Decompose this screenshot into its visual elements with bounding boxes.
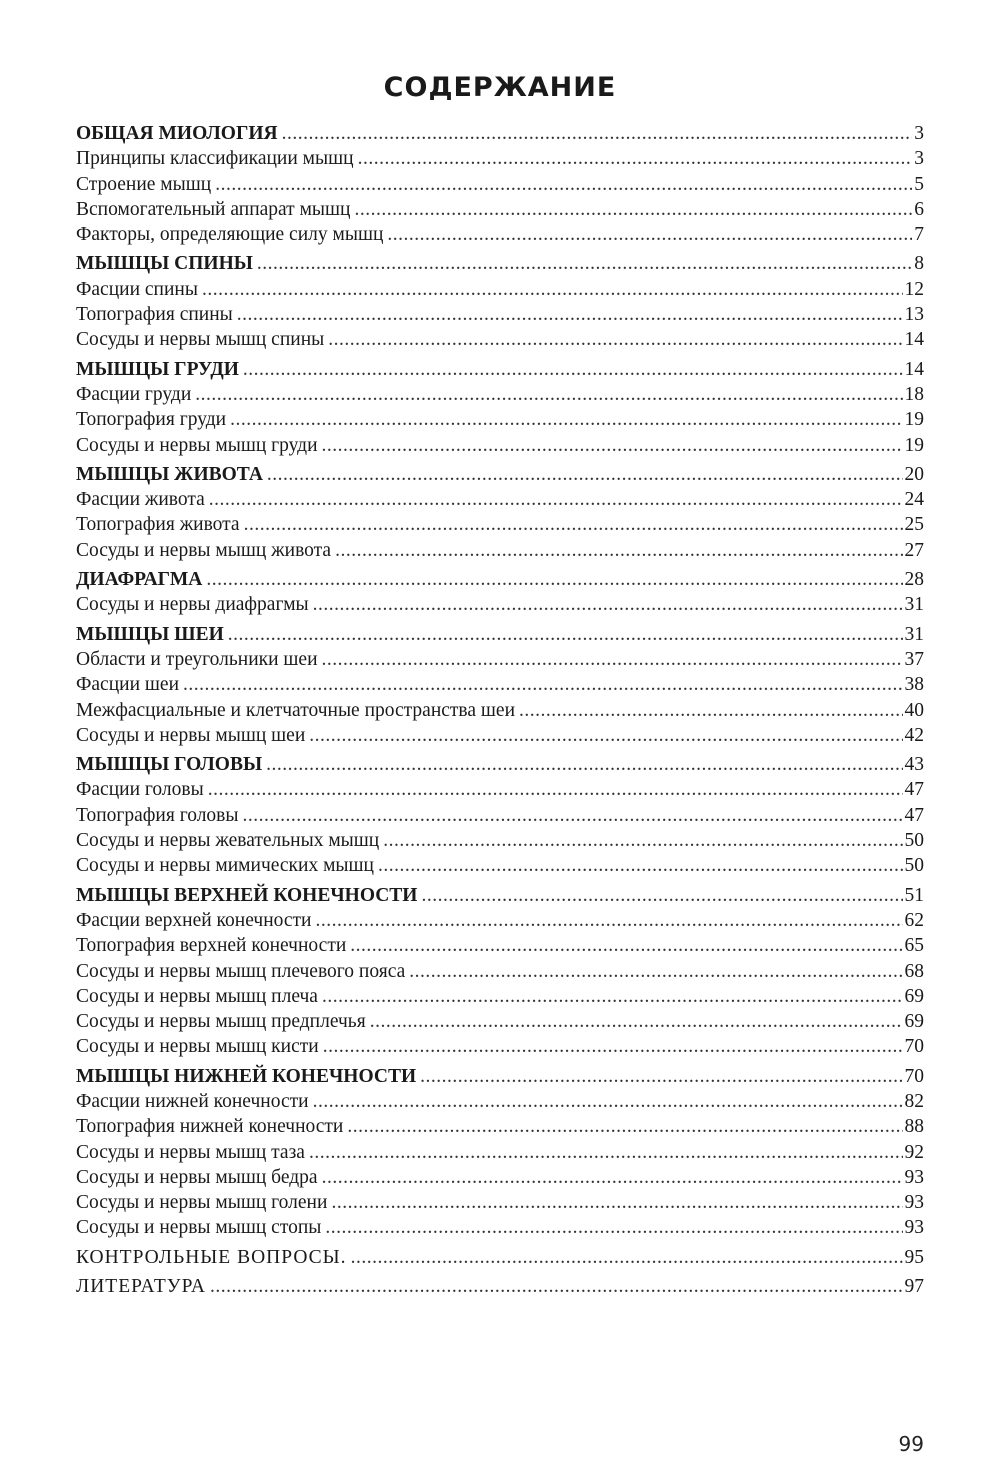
toc-entry [76, 672, 924, 697]
toc-entry [76, 538, 924, 563]
toc-entry-page: 31 [904, 594, 924, 616]
toc-entry-title: Факторы, определяющие силу мышц [76, 224, 384, 246]
toc-entry-page: 65 [904, 935, 924, 957]
toc-entry [76, 1165, 924, 1190]
toc-entry-page: 14 [904, 329, 924, 351]
toc-entry-title: ОБЩАЯ МИОЛОГИЯ [76, 123, 278, 144]
toc-entry [76, 146, 924, 171]
toc-entry-title: Топография головы [76, 804, 239, 826]
dot-leader [315, 908, 902, 933]
dot-leader [267, 462, 903, 487]
dot-leader [309, 723, 902, 748]
toc-entry-page: 47 [904, 779, 924, 801]
toc-entry-page: 37 [904, 648, 924, 670]
toc-entry-page: 18 [904, 383, 924, 405]
toc-entry-title: Фасции спины [76, 278, 198, 300]
toc-entry [76, 382, 924, 407]
toc-entry-page: 51 [904, 884, 924, 906]
dot-leader [282, 121, 913, 146]
toc-entry-page: 5 [914, 173, 924, 195]
toc-entry [76, 1089, 924, 1114]
toc-entry-title: Сосуды и нервы мышц плечевого пояса [76, 960, 406, 982]
toc-entry [76, 407, 924, 432]
toc-entry-page: 13 [904, 304, 924, 326]
toc-entry [76, 222, 924, 247]
toc-entry [76, 487, 924, 512]
toc-entry-title: МЫШЦЫ ВЕРХНЕЙ КОНЕЧНОСТИ [76, 884, 418, 906]
toc-entry-page: 3 [914, 123, 924, 144]
toc-entry-page: 19 [904, 434, 924, 456]
toc-entry-page: 70 [904, 1065, 924, 1087]
dot-leader [322, 433, 903, 458]
toc-entry-page: 38 [904, 674, 924, 696]
toc-entry-page: 43 [904, 754, 924, 776]
toc-entry [76, 1190, 924, 1215]
toc-entry-page: 8 [914, 253, 924, 275]
dot-leader [409, 959, 902, 984]
toc-entry-page: 20 [904, 463, 924, 485]
toc-entry [76, 1114, 924, 1139]
dot-leader [243, 803, 903, 828]
toc-entry-page: 68 [904, 960, 924, 982]
dot-leader [350, 933, 902, 958]
toc-entry-title: Сосуды и нервы мимических мышц [76, 855, 374, 877]
dot-leader [244, 512, 903, 537]
toc-entry-page: 82 [904, 1090, 924, 1112]
toc-entry [76, 592, 924, 617]
toc-entry-page: 40 [904, 699, 924, 721]
dot-leader [519, 698, 902, 723]
toc-entry-page: 7 [914, 224, 924, 246]
toc-entry-page: 27 [904, 539, 924, 561]
dot-leader [206, 567, 902, 592]
dot-leader [322, 1165, 903, 1190]
toc-entry-page: 12 [904, 278, 924, 300]
toc-entry [76, 197, 924, 222]
toc-entry-page: 88 [904, 1116, 924, 1138]
toc-entry-page: 14 [904, 358, 924, 380]
toc-entry-page: 93 [904, 1217, 924, 1239]
toc-section-heading [76, 121, 924, 146]
dot-leader [210, 1274, 903, 1299]
dot-leader [230, 407, 902, 432]
toc-section-heading [76, 622, 924, 647]
toc-entry-title: Топография спины [76, 304, 233, 326]
page-number: 99 [898, 1432, 924, 1456]
toc-entry [76, 1215, 924, 1240]
toc-entry-title: МЫШЦЫ ШЕИ [76, 623, 224, 645]
toc-entry-title: Фасции живота [76, 489, 205, 511]
dot-leader [347, 1114, 902, 1139]
toc-entry [76, 933, 924, 958]
dot-leader [208, 777, 903, 802]
toc-section-heading [76, 462, 924, 487]
dot-leader [322, 647, 903, 672]
toc-entry-title: Сосуды и нервы мышц предплечья [76, 1011, 366, 1033]
table-of-contents [76, 117, 924, 1299]
toc-entry-title: Фасции груди [76, 383, 192, 405]
toc-entry-title: Фасции верхней конечности [76, 909, 312, 931]
dot-leader [351, 1245, 903, 1270]
toc-entry-title: Топография груди [76, 409, 227, 431]
toc-section-heading [76, 357, 924, 382]
dot-leader [266, 752, 902, 777]
toc-entry [76, 777, 924, 802]
toc-entry-page: 69 [904, 985, 924, 1007]
toc-entry-page: 92 [904, 1141, 924, 1163]
dot-leader [215, 172, 912, 197]
dot-leader [202, 277, 903, 302]
toc-entry-page: 62 [904, 909, 924, 931]
toc-section-heading [76, 251, 924, 276]
toc-entry-title: Сосуды и нервы мышц голени [76, 1192, 328, 1214]
toc-entry-page: 69 [904, 1011, 924, 1033]
toc-entry-title: Фасции шеи [76, 674, 180, 696]
toc-entry-title: Сосуды и нервы мышц таза [76, 1141, 305, 1163]
toc-entry-title: Сосуды и нервы мышц плеча [76, 985, 318, 1007]
toc-entry-title: Топография верхней конечности [76, 935, 347, 957]
toc-entry-title: МЫШЦЫ СПИНЫ [76, 253, 253, 275]
toc-entry-page: 50 [904, 855, 924, 877]
toc-entry [76, 908, 924, 933]
toc-entry-page: 24 [904, 489, 924, 511]
dot-leader [257, 251, 912, 276]
toc-entry-title: Принципы классификации мышц [76, 148, 354, 170]
dot-leader [183, 672, 902, 697]
toc-entry [76, 433, 924, 458]
toc-entry [76, 1274, 924, 1299]
toc-entry [76, 512, 924, 537]
toc-entry [76, 1140, 924, 1165]
toc-entry-page: 3 [914, 148, 924, 170]
toc-entry-title: Сосуды и нервы мышц кисти [76, 1036, 319, 1058]
toc-entry-title: Области и треугольники шеи [76, 648, 318, 670]
toc-entry-title: Фасции головы [76, 779, 204, 801]
toc-entry-title: ЛИТЕРАТУРА [76, 1276, 206, 1298]
toc-entry-title: Сосуды и нервы диафрагмы [76, 594, 309, 616]
toc-entry-page: 42 [904, 724, 924, 746]
dot-leader [328, 327, 902, 352]
toc-entry-title: Сосуды и нервы мышц живота [76, 539, 332, 561]
toc-entry-page: 31 [904, 623, 924, 645]
toc-entry [76, 1009, 924, 1034]
toc-entry-title: Топография живота [76, 514, 240, 536]
toc-entry-page: 19 [904, 409, 924, 431]
dot-leader [237, 302, 903, 327]
toc-entry-title: Топография нижней конечности [76, 1116, 344, 1138]
toc-entry-page: 47 [904, 804, 924, 826]
dot-leader [323, 1034, 903, 1059]
toc-entry-page: 28 [904, 569, 924, 591]
dot-leader [325, 1215, 902, 1240]
dot-leader [331, 1190, 902, 1215]
toc-entry-title: Сосуды и нервы мышц груди [76, 434, 318, 456]
toc-entry [76, 984, 924, 1009]
toc-entry-title: ДИАФРАГМА [76, 569, 203, 591]
toc-entry-title: Сосуды и нервы жевательных мышц [76, 830, 380, 852]
toc-entry-title: МЫШЦЫ НИЖНЕЙ КОНЕЧНОСТИ [76, 1065, 417, 1087]
toc-entry-title: Фасции нижней конечности [76, 1090, 309, 1112]
toc-entry-page: 70 [904, 1036, 924, 1058]
toc-entry [76, 828, 924, 853]
toc-entry [76, 277, 924, 302]
toc-entry [76, 959, 924, 984]
toc-entry-title: МЫШЦЫ ГОЛОВЫ [76, 754, 263, 776]
dot-leader [228, 622, 903, 647]
toc-entry-page: 97 [904, 1276, 924, 1298]
dot-leader [387, 222, 912, 247]
page-title: СОДЕРЖАНИЕ [383, 72, 617, 103]
toc-entry [76, 723, 924, 748]
dot-leader [209, 487, 903, 512]
toc-entry-title: Сосуды и нервы мышц стопы [76, 1217, 322, 1239]
toc-entry-page: 25 [904, 514, 924, 536]
toc-entry-page: 93 [904, 1166, 924, 1188]
toc-entry-page: 93 [904, 1192, 924, 1214]
dot-leader [383, 828, 902, 853]
dot-leader [309, 1140, 903, 1165]
dot-leader [420, 1064, 902, 1089]
toc-entry-title: Сосуды и нервы мышц бедра [76, 1166, 318, 1188]
toc-entry [76, 1034, 924, 1059]
toc-entry-title: КОНТРОЛЬНЫЕ ВОПРОСЫ. [76, 1246, 347, 1268]
dot-leader [358, 146, 913, 171]
toc-section-heading [76, 883, 924, 908]
dot-leader [378, 853, 903, 878]
toc-entry-page: 50 [904, 830, 924, 852]
dot-leader [335, 538, 902, 563]
dot-leader [313, 592, 903, 617]
toc-entry-title: Сосуды и нервы мышц шеи [76, 724, 306, 746]
toc-entry-title: Межфасциальные и клетчаточные пространства шеи [76, 699, 516, 721]
toc-section-heading [76, 752, 924, 777]
toc-entry [76, 302, 924, 327]
dot-leader [195, 382, 902, 407]
toc-entry-title: МЫШЦЫ ГРУДИ [76, 358, 239, 380]
toc-entry [76, 853, 924, 878]
dot-leader [243, 357, 903, 382]
toc-section-heading [76, 1064, 924, 1089]
toc-entry [76, 698, 924, 723]
toc-entry-page: 6 [914, 198, 924, 220]
toc-entry-page: 95 [904, 1246, 924, 1268]
toc-entry [76, 327, 924, 352]
toc-entry [76, 172, 924, 197]
dot-leader [313, 1089, 903, 1114]
toc-entry-title: Строение мышц [76, 173, 212, 195]
toc-section-heading [76, 567, 924, 592]
dot-leader [354, 197, 912, 222]
toc-entry-title: Вспомогательный аппарат мышц [76, 198, 351, 220]
dot-leader [370, 1009, 903, 1034]
dot-leader [421, 883, 902, 908]
toc-entry [76, 803, 924, 828]
toc-entry-title: МЫШЦЫ ЖИВОТА [76, 463, 263, 485]
toc-entry [76, 1245, 924, 1270]
toc-entry-title: Сосуды и нервы мышц спины [76, 329, 325, 351]
dot-leader [322, 984, 903, 1009]
toc-entry [76, 647, 924, 672]
